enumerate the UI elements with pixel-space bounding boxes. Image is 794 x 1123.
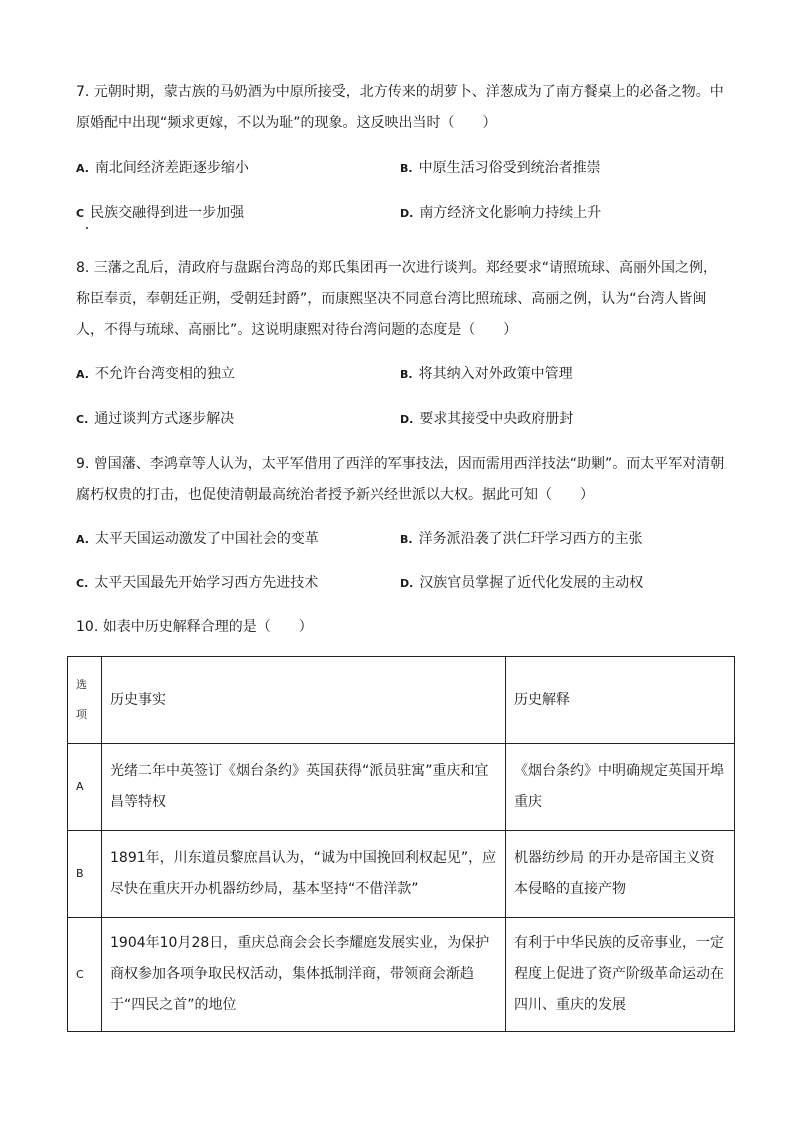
row-explanation: 有利于中华民族的反帝事业，一定程度上促进了资产阶级革命运动在四川、重庆的发展 [506,918,735,1032]
question-9-option-b: B. 洋务派沿袭了洪仁玕学习西方的主张 [400,531,643,547]
table-row [68,831,735,918]
row-explanation: 《烟台条约》中明确规定英国开埠重庆 [506,744,735,831]
question-9-option-c: C. 太平天国最先开始学习西方先进技术 [76,575,319,591]
question-8-option-b: B. 将其纳入对外政策中管理 [400,366,573,382]
row-option: C [68,918,102,1032]
row-fact: 1904年10月28日，重庆总商会会长李耀庭发展实业，为保护商权参加各项争取民权活动，集体抵制洋商，带领商会渐趋于“四民之首”的地位 [102,918,506,1032]
row-fact: 1891年，川东道员黎庶昌认为，“诚为中国挽回利权起见”，应尽快在重庆开办机器纺纱局，基本坚持“不借洋款” [102,831,506,918]
question-7-stem: 7. 元朝时期，蒙古族的马奶酒为中原所接受，北方传来的胡萝卜、洋葱成为了南方餐桌上的必备之物。中原婚配中出现“频求更嫁，不以为耻”的现象。这反映出当时（ ） [76,84,724,131]
header-fact: 历史事实 [102,657,506,744]
question-8-option-d: D. 要求其接受中央政府册封 [400,411,574,427]
question-8-option-c: C. 通过谈判方式逐步解决 [76,411,235,427]
question-7-option-b: B. 中原生活习俗受到统治者推崇 [400,160,601,176]
question-7-option-a: A. 南北间经济差距逐步缩小 [76,160,249,176]
question-8-stem: 8. 三藩之乱后，清政府与盘踞台湾岛的郑氏集团再一次进行谈判。郑经要求“请照琉球、高丽外国之例，称臣奉贡，奉朝廷正朔，受朝廷封爵”，而康熙坚决不同意台湾比照琉球、高丽之例，认为“台湾人皆闽人，不得与琉球、高丽比”。这说明康熙对待台湾问题的态度是（ ） [76,260,718,338]
stray-dot [86,227,88,229]
question-9-option-d: D. 汉族官员掌握了近代化发展的主动权 [400,575,644,591]
row-option: B [68,831,102,918]
question-8-option-a: A. 不允许台湾变相的独立 [76,366,235,382]
question-7-option-c: C 民族交融得到进一步加强 [76,205,245,221]
row-option: A [68,744,102,831]
question-9-option-a: A. 太平天国运动激发了中国社会的变革 [76,531,319,547]
question-10-stem: 10. 如表中历史解释合理的是（ ） [76,619,313,635]
table-header-row [68,657,735,744]
table-row [68,918,735,1032]
row-fact: 光绪二年中英签订《烟台条约》英国获得“派员驻寓”重庆和宜昌等特权 [102,744,506,831]
question-7-option-d: D. 南方经济文化影响力持续上升 [400,205,602,221]
table-row [68,744,735,831]
history-table [67,656,735,1032]
question-9-stem: 9. 曾国藩、李鸿章等人认为，太平军借用了西洋的军事技法，因而需用西洋技法“助剿”。而太平军对清朝腐朽权贵的打击，也促使清朝最高统治者授予新兴经世派以大权。据此可知（ ） [76,456,725,503]
row-explanation: 机器纺纱局 的开办是帝国主义资本侵略的直接产物 [506,831,735,918]
header-option: 选项 [68,657,102,744]
header-explanation: 历史解释 [506,657,735,744]
